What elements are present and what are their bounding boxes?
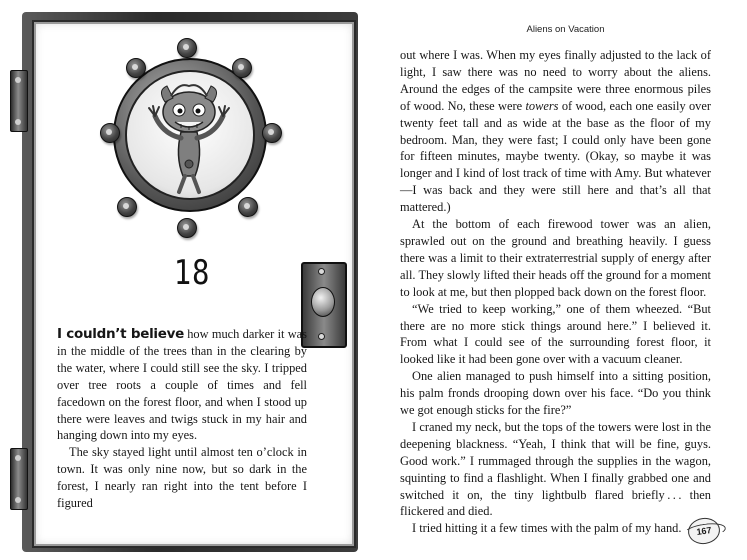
left-page-body xyxy=(57,326,307,512)
right-page-body xyxy=(400,47,711,537)
doorknob-icon xyxy=(311,287,335,317)
bolt-icon xyxy=(177,38,197,58)
paragraph-text: how much darker it was in the middle of the trees than in the clearing by the water, where I could still see the sky. I tripped over tree roots a couple of times and fell facedown on the forest floor, and when I stood up there were leaves and twigs stuck in my hair and hanging down into my eyes. xyxy=(57,327,307,443)
paragraph: One alien managed to push himself into a sitting position, his palm fronds drooping down over his face. “Do you think we got enough sticks for the fire?” xyxy=(400,369,711,418)
bolt-icon xyxy=(177,218,197,238)
bolt-icon xyxy=(238,197,258,217)
paragraph: out where I was. When my eyes finally adjusted to the lack of light, I saw there was no need to worry about the aliens. Around the edges of the campsite were three enormous piles of wood. No, these were towers of wood, each one easily over twenty feet tall and as wide at the base as the floor of my bedroom. Man, they were fast; I could only have been gone for fifteen minutes, maybe twenty. (Okay, so maybe it was longer and I kind of lost track of time with Amy. But whatever—I was back and they were still here and that’s all that mattered.) xyxy=(400,48,711,215)
bolt-icon xyxy=(117,197,137,217)
bolt-icon xyxy=(232,58,252,78)
paragraph: At the bottom of each firewood tower was an alien, sprawled out on the ground and breathing heavily. I guess there was a limit to their extraterrestrial supply of energy after all. They slowly lifted their heads off the ground for a moment to look at me, but then plopped back down on the forest floor. xyxy=(400,217,711,299)
paragraph: I tried hitting it a few times with the palm of my hand. xyxy=(412,521,682,536)
screw-icon xyxy=(318,333,325,340)
running-head: Aliens on Vacation xyxy=(526,24,605,35)
emphasis: towers xyxy=(525,98,559,113)
paragraph: I craned my neck, but the tops of the towers were lost in the deepening blackness. “Yeah, I think that will be fine, guys. Good work.” I rummaged through the supplies in the wagon, squinting to find a flashlight. When I finally grabbed one and switched it on, the tiny lightbulb flared briefly . . . then flickered and died. xyxy=(400,419,711,519)
chapter-lead-in: I couldn’t believe xyxy=(57,326,184,342)
bolt-icon xyxy=(262,123,282,143)
porthole-window xyxy=(125,70,255,200)
bolt-icon xyxy=(126,58,146,78)
chapter-number: 18 xyxy=(173,253,211,293)
alien-icon xyxy=(127,72,253,198)
screw-icon xyxy=(318,268,325,275)
hinge-icon xyxy=(10,448,28,510)
paragraph: “We tried to keep working,” one of them wheezed. “But there are no more stick things around here.” I believed it. From what I could see of the surrounding forest floor, it looked like it had been gone over with a vacuum cleaner. xyxy=(400,301,711,367)
paragraph: The sky stayed light until almost ten o’clock in town. It was only nine now, but so dark in the forest, I nearly ran right into the tent before I figured xyxy=(57,445,307,511)
page-number: 167 xyxy=(686,516,721,546)
opening-paragraph xyxy=(57,326,307,444)
hinge-icon xyxy=(10,70,28,132)
bolt-icon xyxy=(100,123,120,143)
